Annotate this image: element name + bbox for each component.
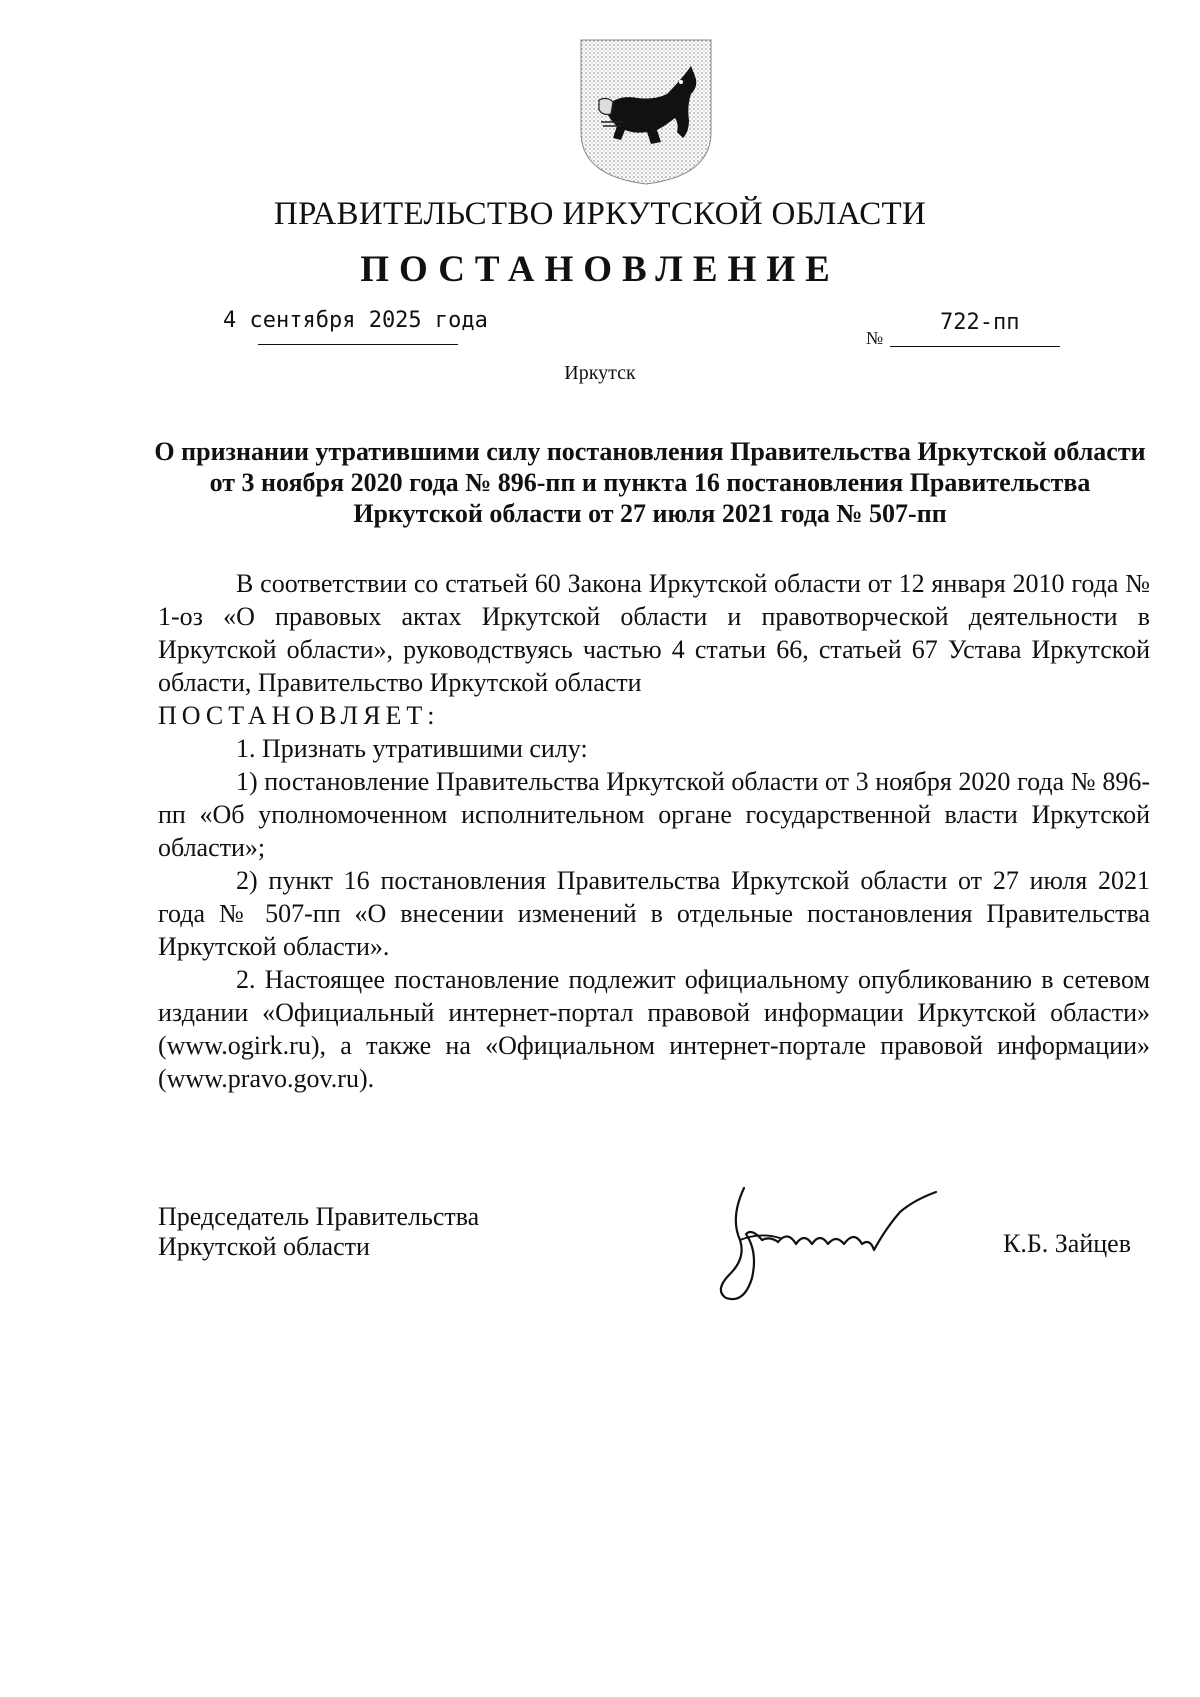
- city: Иркутск: [564, 362, 636, 384]
- decree-word: ПОСТАНОВЛЯЕТ:: [158, 701, 440, 730]
- item-1-2: 2) пункт 16 постановления Правительства Иркутской области от 27 июля 2021 года № 507-пп «О внесении изменений в отдельные постановления Правительства Иркутской области».: [158, 866, 1150, 961]
- item-2: 2. Настоящее постановление подлежит официальному опубликованию в сетевом издании «Официальный интернет-портал правовой информации Иркутской области» (www.ogirk.ru), а также на «Официальном интернет-портале правовой информации» (www.pravo.gov.ru).: [158, 965, 1150, 1093]
- document-number: 722-пп: [940, 310, 1020, 335]
- signer-title-line1: Председатель Правительства: [158, 1202, 480, 1231]
- government-name: ПРАВИТЕЛЬСТВО ИРКУТСКОЙ ОБЛАСТИ: [273, 196, 927, 232]
- document-body: [158, 567, 1150, 1095]
- item-1-1: 1) постановление Правительства Иркутской области от 3 ноября 2020 года № 896-пп «Об уполномоченном исполнительном органе государственной власти Иркутской области»;: [158, 767, 1150, 862]
- date-underline: [258, 344, 458, 345]
- signer-title-line2: Иркутской области: [158, 1232, 370, 1261]
- number-sign: №: [866, 328, 884, 348]
- signer-name: К.Б. Зайцев: [1003, 1229, 1131, 1258]
- document-date: 4 сентября 2025 года: [223, 308, 488, 333]
- number-underline: [890, 346, 1060, 347]
- signer-title: [158, 1202, 479, 1262]
- preamble: В соответствии со статьей 60 Закона Иркутской области от 12 января 2010 года № 1-оз «О правовых актах Иркутской области и правотворческой деятельности в Иркутской области», руководствуясь частью 4 статьи 66, статьей 67 Устава Иркутской области, Правительство Иркутской области: [158, 569, 1150, 697]
- signature-icon: [700, 1178, 970, 1308]
- document-type: ПОСТАНОВЛЕНИЕ: [360, 249, 840, 290]
- item-1: 1. Признать утратившими силу:: [236, 734, 588, 763]
- coat-of-arms-icon: [577, 36, 715, 186]
- document-subject: О признании утратившими силу постановления Правительства Иркутской области от 3 ноября 2020 года № 896-пп и пункта 16 постановления Правительства Иркутской области от 27 июля 2021 года № 507-пп: [154, 437, 1146, 528]
